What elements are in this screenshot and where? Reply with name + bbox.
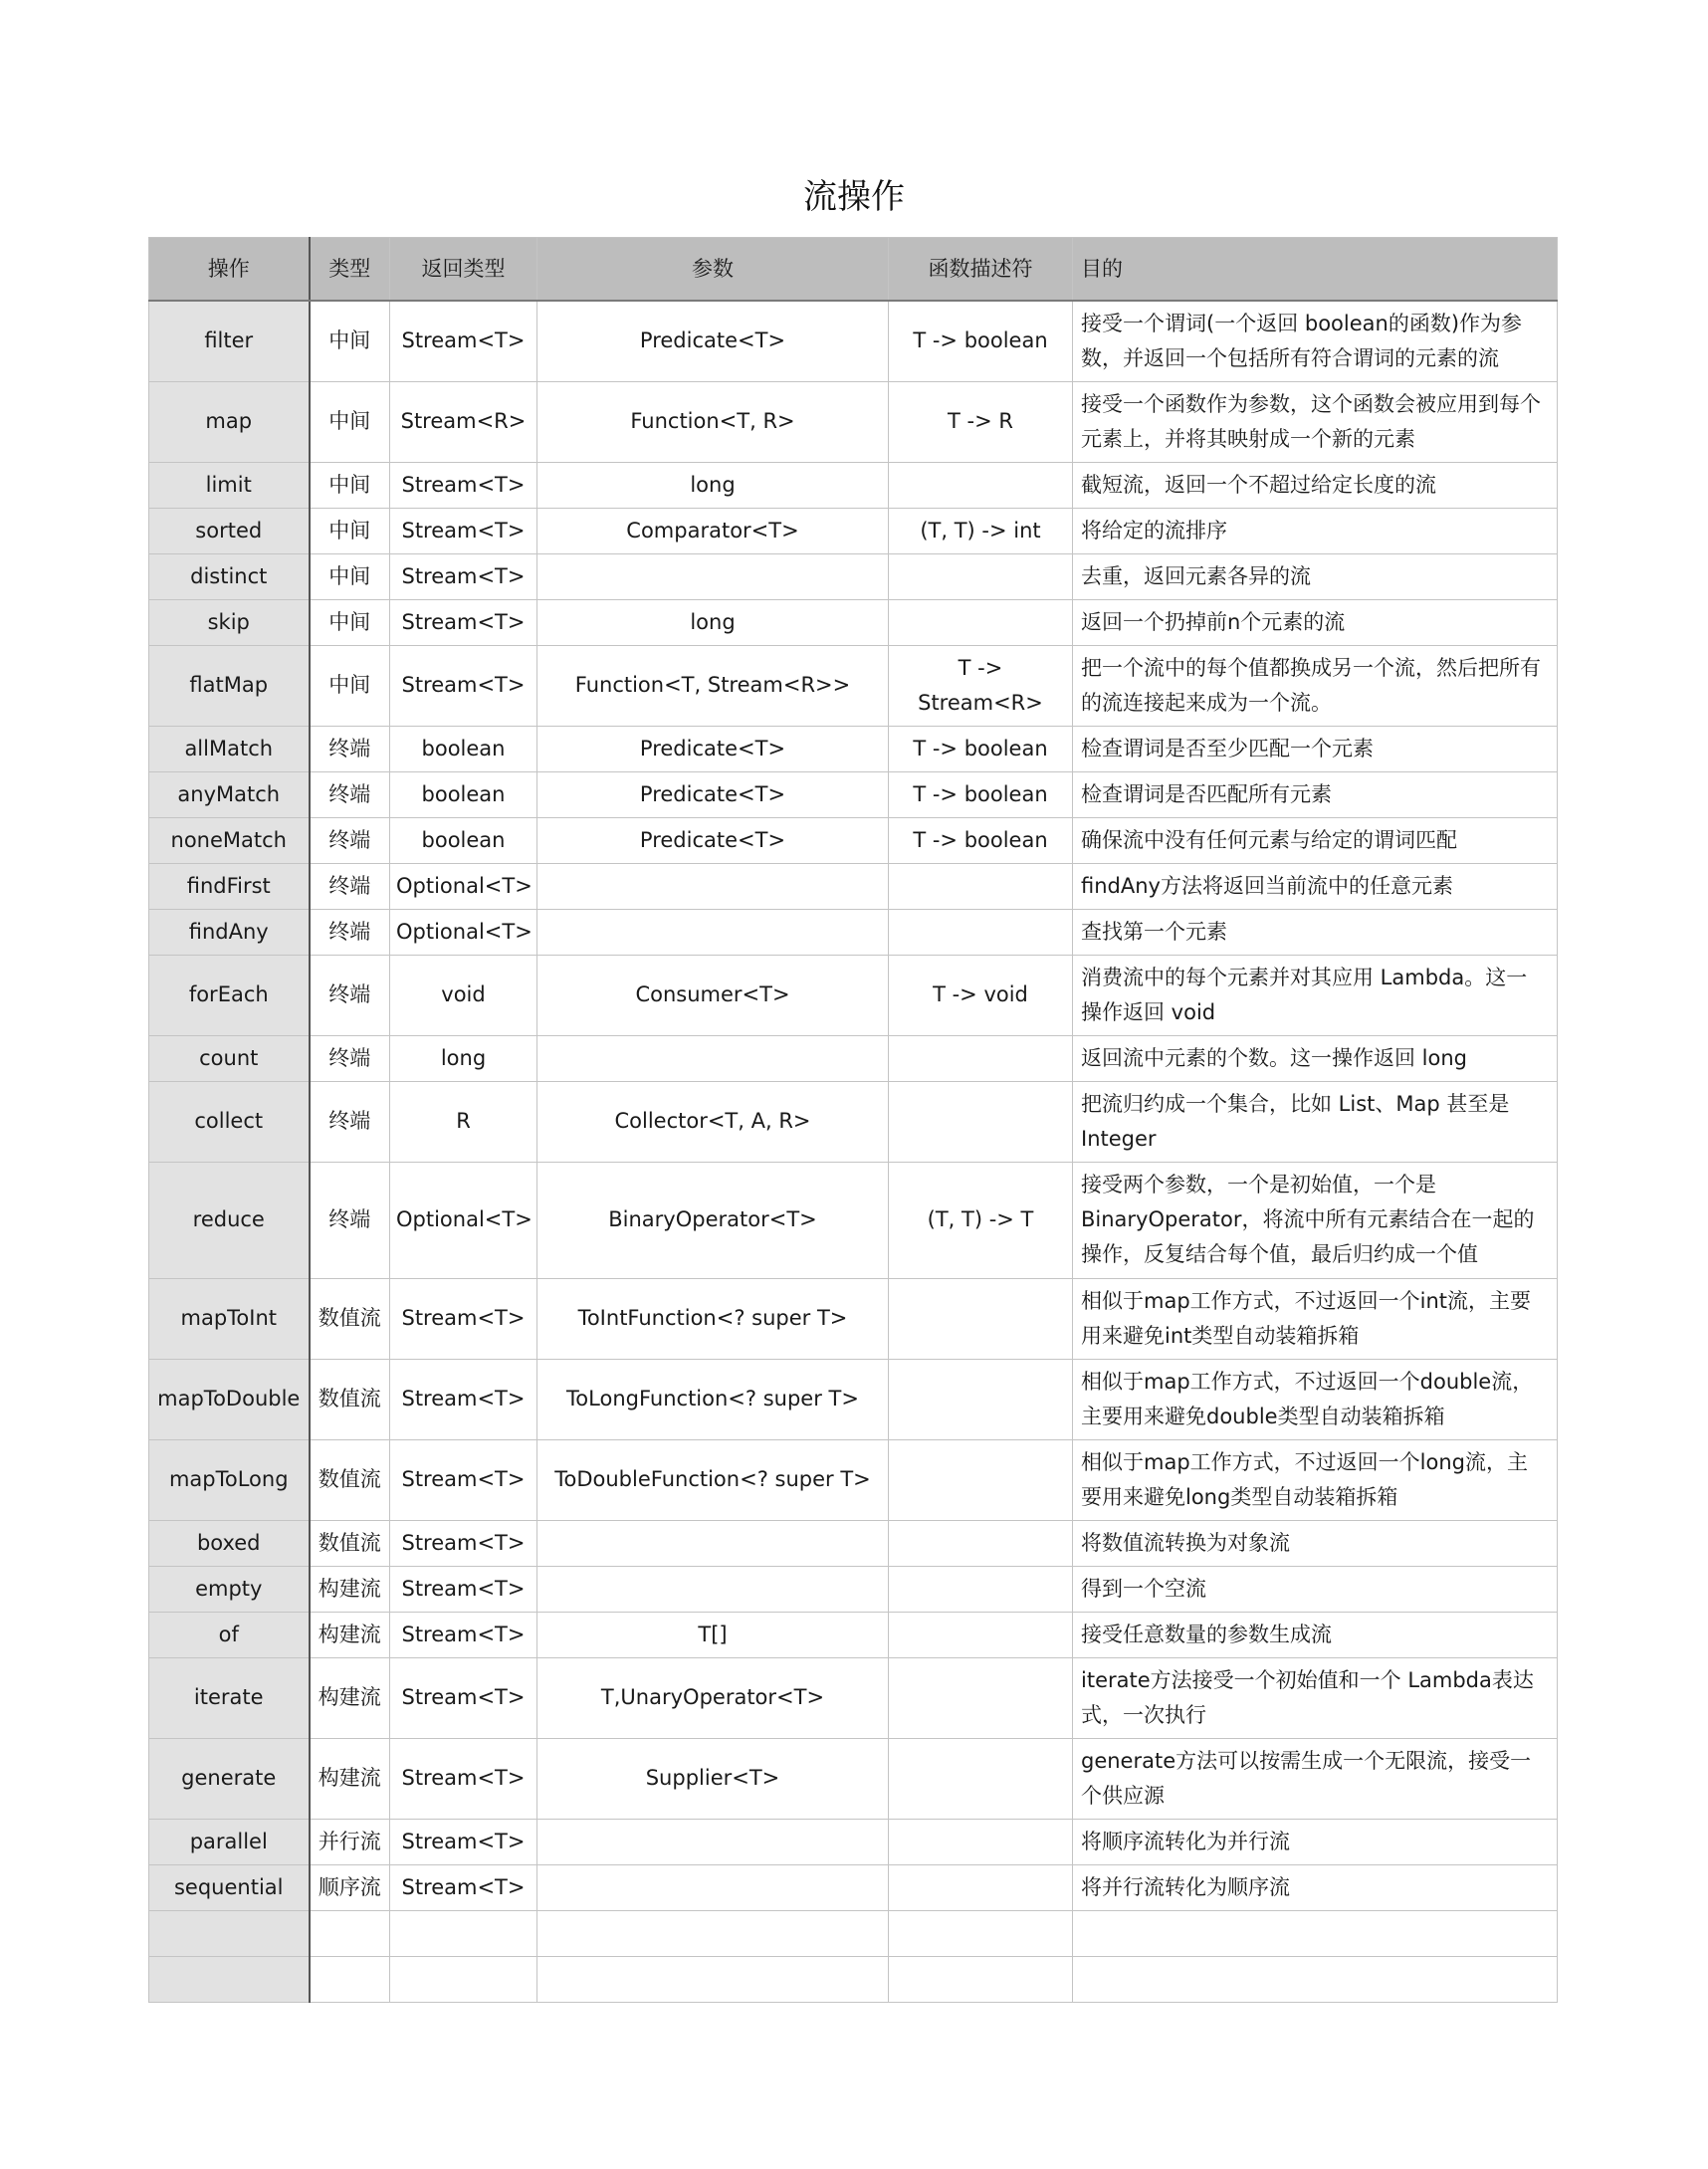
cell-return-type: Stream<T>	[390, 1657, 537, 1738]
cell-purpose: 查找第一个元素	[1073, 909, 1558, 955]
cell-operation: findFirst	[149, 863, 310, 909]
cell-params: Function<T, R>	[537, 381, 889, 462]
cell-purpose: 把流归约成一个集合，比如 List、Map 甚至是 Integer	[1073, 1081, 1558, 1162]
cell-type: 中间	[310, 381, 390, 462]
cell-purpose: 接受两个参数，一个是初始值，一个是BinaryOperator，将流中所有元素结合在一起的操作，反复结合每个值，最后归约成一个值	[1073, 1162, 1558, 1278]
cell-return-type: Stream<T>	[390, 599, 537, 645]
cell-params	[537, 553, 889, 599]
cell-return-type: long	[390, 1035, 537, 1081]
cell-operation: flatMap	[149, 645, 310, 726]
cell-purpose: 接受一个谓词(一个返回 boolean的函数)作为参数，并返回一个包括所有符合谓词的元素的流	[1073, 301, 1558, 381]
table-row	[149, 1738, 1558, 1819]
cell-descriptor: T -> boolean	[889, 726, 1073, 771]
cell-params	[537, 909, 889, 955]
cell-params	[537, 1566, 889, 1612]
cell-operation: iterate	[149, 1657, 310, 1738]
cell-return-type	[390, 1956, 537, 2002]
table-row	[149, 1359, 1558, 1439]
table-row	[149, 955, 1558, 1035]
cell-type: 中间	[310, 599, 390, 645]
cell-descriptor: (T, T) -> int	[889, 508, 1073, 553]
cell-descriptor	[889, 1566, 1073, 1612]
table-row	[149, 771, 1558, 817]
table-row	[149, 1162, 1558, 1278]
cell-descriptor	[889, 1819, 1073, 1864]
cell-params	[537, 1864, 889, 1910]
cell-purpose: 将顺序流转化为并行流	[1073, 1819, 1558, 1864]
table-row	[149, 1612, 1558, 1657]
cell-params: long	[537, 599, 889, 645]
table-row	[149, 909, 1558, 955]
header-purpose: 目的	[1073, 238, 1558, 302]
cell-descriptor: T -> boolean	[889, 301, 1073, 381]
cell-return-type: Stream<T>	[390, 1566, 537, 1612]
cell-params	[537, 1520, 889, 1566]
table-row	[149, 381, 1558, 462]
cell-params	[537, 863, 889, 909]
cell-purpose: 相似于map工作方式，不过返回一个int流，主要用来避免int类型自动装箱拆箱	[1073, 1278, 1558, 1359]
cell-purpose: 相似于map工作方式，不过返回一个long流，主要用来避免long类型自动装箱拆箱	[1073, 1439, 1558, 1520]
table-row	[149, 1864, 1558, 1910]
cell-type: 终端	[310, 771, 390, 817]
cell-descriptor: T -> Stream<R>	[889, 645, 1073, 726]
cell-params: ToDoubleFunction<? super T>	[537, 1439, 889, 1520]
table-row	[149, 863, 1558, 909]
cell-purpose: iterate方法接受一个初始值和一个 Lambda表达式，一次执行	[1073, 1657, 1558, 1738]
cell-operation: mapToInt	[149, 1278, 310, 1359]
cell-params: Comparator<T>	[537, 508, 889, 553]
cell-return-type: boolean	[390, 726, 537, 771]
cell-descriptor: T -> R	[889, 381, 1073, 462]
cell-return-type: R	[390, 1081, 537, 1162]
cell-return-type: Stream<T>	[390, 508, 537, 553]
cell-return-type: Stream<T>	[390, 1359, 537, 1439]
cell-return-type: Stream<T>	[390, 1819, 537, 1864]
empty-table-row	[149, 1956, 1558, 2002]
cell-return-type: void	[390, 955, 537, 1035]
cell-return-type: boolean	[390, 771, 537, 817]
cell-purpose: 确保流中没有任何元素与给定的谓词匹配	[1073, 817, 1558, 863]
cell-descriptor	[889, 1864, 1073, 1910]
cell-type: 终端	[310, 909, 390, 955]
cell-type: 终端	[310, 955, 390, 1035]
cell-descriptor	[889, 1081, 1073, 1162]
cell-type: 中间	[310, 508, 390, 553]
cell-operation: mapToLong	[149, 1439, 310, 1520]
cell-return-type: Stream<R>	[390, 381, 537, 462]
cell-params	[537, 1910, 889, 1956]
header-descriptor: 函数描述符	[889, 238, 1073, 302]
cell-purpose	[1073, 1910, 1558, 1956]
cell-descriptor	[889, 1738, 1073, 1819]
cell-type: 数值流	[310, 1520, 390, 1566]
cell-purpose	[1073, 1956, 1558, 2002]
cell-type: 终端	[310, 726, 390, 771]
cell-operation: boxed	[149, 1520, 310, 1566]
cell-params	[537, 1035, 889, 1081]
cell-operation: forEach	[149, 955, 310, 1035]
cell-type: 中间	[310, 553, 390, 599]
cell-params: ToIntFunction<? super T>	[537, 1278, 889, 1359]
cell-type: 构建流	[310, 1566, 390, 1612]
cell-params: T,UnaryOperator<T>	[537, 1657, 889, 1738]
cell-params: Consumer<T>	[537, 955, 889, 1035]
cell-descriptor	[889, 1956, 1073, 2002]
cell-type: 构建流	[310, 1738, 390, 1819]
cell-operation: mapToDouble	[149, 1359, 310, 1439]
cell-params: Predicate<T>	[537, 726, 889, 771]
cell-purpose: 接受任意数量的参数生成流	[1073, 1612, 1558, 1657]
cell-type: 构建流	[310, 1612, 390, 1657]
table-row	[149, 726, 1558, 771]
table-row	[149, 817, 1558, 863]
cell-type	[310, 1910, 390, 1956]
cell-purpose: 返回流中元素的个数。这一操作返回 long	[1073, 1035, 1558, 1081]
cell-type: 终端	[310, 1081, 390, 1162]
header-return-type: 返回类型	[390, 238, 537, 302]
table-row	[149, 508, 1558, 553]
cell-purpose: 消费流中的每个元素并对其应用 Lambda。这一操作返回 void	[1073, 955, 1558, 1035]
cell-type: 终端	[310, 1035, 390, 1081]
cell-operation: skip	[149, 599, 310, 645]
cell-return-type: Stream<T>	[390, 1612, 537, 1657]
cell-params: T[]	[537, 1612, 889, 1657]
cell-operation	[149, 1956, 310, 2002]
cell-params: BinaryOperator<T>	[537, 1162, 889, 1278]
cell-params	[537, 1819, 889, 1864]
cell-return-type	[390, 1910, 537, 1956]
cell-type: 数值流	[310, 1359, 390, 1439]
cell-descriptor	[889, 1359, 1073, 1439]
header-type: 类型	[310, 238, 390, 302]
cell-type: 数值流	[310, 1439, 390, 1520]
cell-purpose: 返回一个扔掉前n个元素的流	[1073, 599, 1558, 645]
cell-type: 中间	[310, 462, 390, 508]
table-row	[149, 1819, 1558, 1864]
cell-purpose: 将数值流转换为对象流	[1073, 1520, 1558, 1566]
cell-purpose: 检查谓词是否至少匹配一个元素	[1073, 726, 1558, 771]
table-header-row	[149, 238, 1558, 302]
cell-purpose: 把一个流中的每个值都换成另一个流，然后把所有的流连接起来成为一个流。	[1073, 645, 1558, 726]
cell-descriptor: T -> boolean	[889, 817, 1073, 863]
cell-return-type: Stream<T>	[390, 1738, 537, 1819]
cell-type: 顺序流	[310, 1864, 390, 1910]
table-row	[149, 1035, 1558, 1081]
cell-purpose: generate方法可以按需生成一个无限流，接受一个供应源	[1073, 1738, 1558, 1819]
cell-descriptor	[889, 1035, 1073, 1081]
cell-operation: noneMatch	[149, 817, 310, 863]
cell-descriptor: T -> boolean	[889, 771, 1073, 817]
cell-purpose: 将并行流转化为顺序流	[1073, 1864, 1558, 1910]
cell-purpose: 截短流，返回一个不超过给定长度的流	[1073, 462, 1558, 508]
cell-type: 数值流	[310, 1278, 390, 1359]
cell-operation: generate	[149, 1738, 310, 1819]
cell-params: Predicate<T>	[537, 817, 889, 863]
cell-type	[310, 1956, 390, 2002]
cell-return-type: Stream<T>	[390, 645, 537, 726]
cell-params: long	[537, 462, 889, 508]
cell-params: Predicate<T>	[537, 301, 889, 381]
cell-type: 终端	[310, 863, 390, 909]
cell-operation: allMatch	[149, 726, 310, 771]
cell-return-type: Optional<T>	[390, 863, 537, 909]
cell-descriptor: T -> void	[889, 955, 1073, 1035]
cell-params: Function<T, Stream<R>>	[537, 645, 889, 726]
table-row	[149, 1081, 1558, 1162]
table-row	[149, 1439, 1558, 1520]
header-params: 参数	[537, 238, 889, 302]
cell-return-type: Stream<T>	[390, 1864, 537, 1910]
cell-descriptor: (T, T) -> T	[889, 1162, 1073, 1278]
empty-table-row	[149, 1910, 1558, 1956]
cell-operation: sorted	[149, 508, 310, 553]
cell-type: 终端	[310, 817, 390, 863]
cell-return-type: Stream<T>	[390, 1439, 537, 1520]
cell-operation	[149, 1910, 310, 1956]
cell-descriptor	[889, 863, 1073, 909]
table-row	[149, 1657, 1558, 1738]
cell-params: ToLongFunction<? super T>	[537, 1359, 889, 1439]
cell-descriptor	[889, 1657, 1073, 1738]
cell-descriptor	[889, 553, 1073, 599]
cell-return-type: Stream<T>	[390, 301, 537, 381]
cell-operation: parallel	[149, 1819, 310, 1864]
cell-purpose: 相似于map工作方式，不过返回一个double流，主要用来避免double类型自动装箱拆箱	[1073, 1359, 1558, 1439]
cell-descriptor	[889, 1612, 1073, 1657]
cell-operation: anyMatch	[149, 771, 310, 817]
cell-operation: filter	[149, 301, 310, 381]
cell-purpose: findAny方法将返回当前流中的任意元素	[1073, 863, 1558, 909]
cell-descriptor	[889, 1910, 1073, 1956]
cell-operation: reduce	[149, 1162, 310, 1278]
cell-params: Supplier<T>	[537, 1738, 889, 1819]
cell-return-type: Stream<T>	[390, 1520, 537, 1566]
cell-descriptor	[889, 462, 1073, 508]
cell-return-type: boolean	[390, 817, 537, 863]
page-title: 流操作	[803, 177, 905, 217]
cell-operation: of	[149, 1612, 310, 1657]
cell-params	[537, 1956, 889, 2002]
cell-descriptor	[889, 1278, 1073, 1359]
stream-operations-table	[148, 237, 1558, 2003]
cell-return-type: Stream<T>	[390, 1278, 537, 1359]
cell-type: 中间	[310, 301, 390, 381]
table-row	[149, 1278, 1558, 1359]
cell-type: 并行流	[310, 1819, 390, 1864]
table-row	[149, 462, 1558, 508]
header-operation: 操作	[149, 238, 310, 302]
cell-return-type: Stream<T>	[390, 553, 537, 599]
cell-operation: limit	[149, 462, 310, 508]
table-row	[149, 1566, 1558, 1612]
cell-return-type: Stream<T>	[390, 462, 537, 508]
table-row	[149, 301, 1558, 381]
cell-operation: collect	[149, 1081, 310, 1162]
cell-operation: map	[149, 381, 310, 462]
cell-params: Collector<T, A, R>	[537, 1081, 889, 1162]
cell-purpose: 将给定的流排序	[1073, 508, 1558, 553]
cell-purpose: 检查谓词是否匹配所有元素	[1073, 771, 1558, 817]
cell-purpose: 接受一个函数作为参数，这个函数会被应用到每个元素上，并将其映射成一个新的元素	[1073, 381, 1558, 462]
cell-return-type: Optional<T>	[390, 1162, 537, 1278]
cell-type: 终端	[310, 1162, 390, 1278]
cell-operation: distinct	[149, 553, 310, 599]
cell-return-type: Optional<T>	[390, 909, 537, 955]
cell-operation: count	[149, 1035, 310, 1081]
cell-descriptor	[889, 909, 1073, 955]
cell-type: 中间	[310, 645, 390, 726]
cell-operation: sequential	[149, 1864, 310, 1910]
cell-type: 构建流	[310, 1657, 390, 1738]
cell-descriptor	[889, 599, 1073, 645]
cell-descriptor	[889, 1439, 1073, 1520]
table-row	[149, 1520, 1558, 1566]
table-row	[149, 553, 1558, 599]
cell-descriptor	[889, 1520, 1073, 1566]
table-row	[149, 645, 1558, 726]
cell-purpose: 得到一个空流	[1073, 1566, 1558, 1612]
cell-operation: empty	[149, 1566, 310, 1612]
cell-purpose: 去重，返回元素各异的流	[1073, 553, 1558, 599]
table-row	[149, 599, 1558, 645]
cell-operation: findAny	[149, 909, 310, 955]
cell-params: Predicate<T>	[537, 771, 889, 817]
